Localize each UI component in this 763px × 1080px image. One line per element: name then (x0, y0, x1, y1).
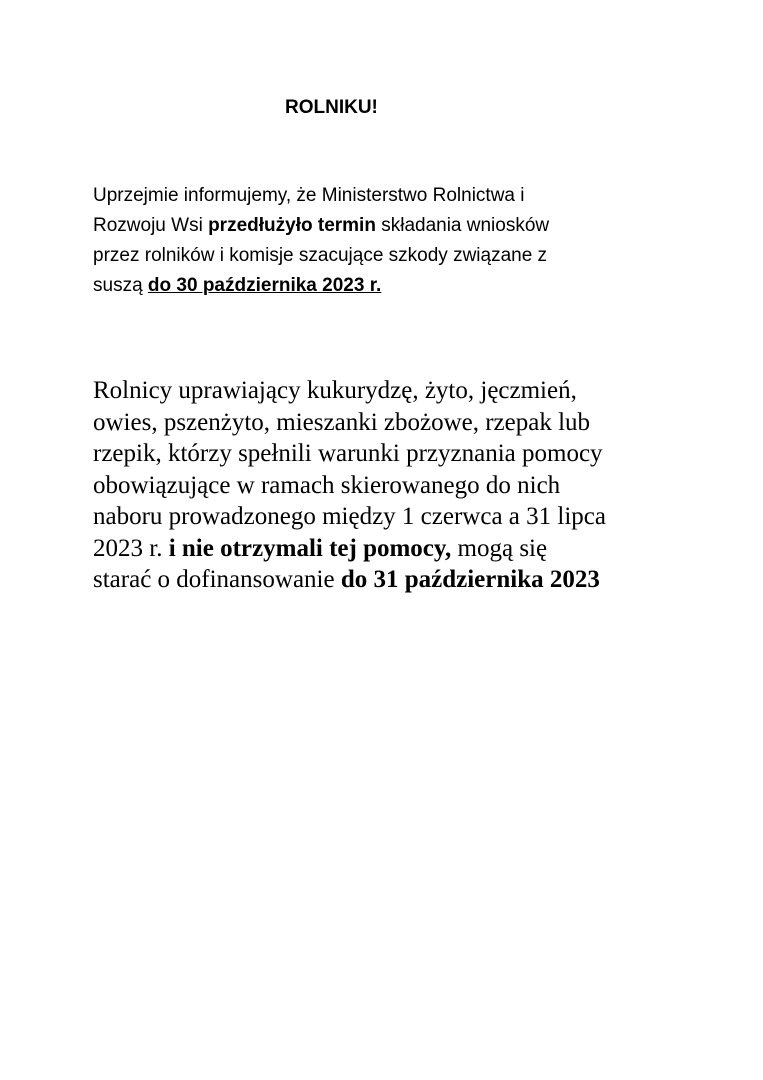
no-aid-received-emphasis: i nie otrzymali tej pomocy, (168, 534, 452, 562)
notice-paragraph (93, 181, 549, 301)
details-paragraph (93, 375, 606, 596)
page-title: ROLNIKU! (285, 97, 378, 118)
notice-deadline-date: do 30 października 2023 r. (147, 275, 382, 296)
details-line-6-text: 2023 r. (93, 534, 169, 562)
details-line-7 (93, 564, 606, 596)
notice-line-4 (93, 271, 549, 301)
details-line-2: owies, pszenżyto, mieszanki zbożowe, rzepak lub (93, 408, 591, 436)
notice-line-1: Uprzejmie informujemy, że Ministerstwo Rolnictwa i (93, 185, 525, 206)
notice-line-2-text-end: składania wniosków (375, 215, 550, 236)
details-line-1: Rolnicy uprawiający kukurydzę, żyto, jęczmień, (93, 377, 577, 404)
details-line-7-text: starać o dofinansowanie (93, 566, 341, 593)
details-line-6 (93, 533, 606, 565)
notice-line-4-text: suszą (93, 275, 148, 296)
extended-deadline-emphasis: przedłużyło termin (208, 215, 376, 236)
notice-line-3: przez rolników i komisje szacujące szkody związane z (93, 245, 548, 266)
funding-deadline-date: do 31 października 2023 (340, 566, 600, 593)
notice-line-2-text: Rozwoju Wsi (93, 215, 209, 236)
details-line-5: naboru prowadzonego między 1 czerwca a 31 lipca (93, 503, 606, 530)
details-line-6-text-end: mogą się (451, 534, 548, 562)
details-line-4: obowiązujące w ramach skierowanego do nich (93, 471, 561, 499)
details-line-3: rzepik, którzy spełnili warunki przyznania pomocy (93, 440, 603, 467)
notice-line-2 (93, 211, 549, 241)
